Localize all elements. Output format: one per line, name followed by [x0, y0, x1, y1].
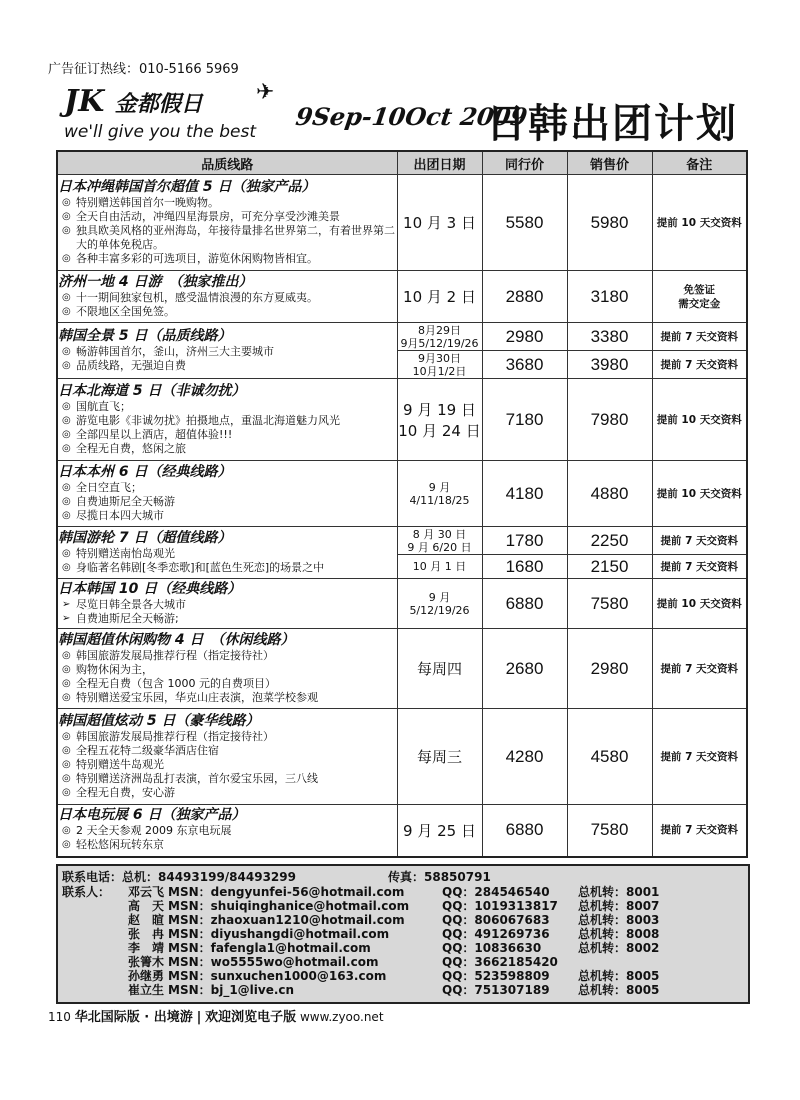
- contact-name: 孙继勇: [127, 969, 164, 983]
- contact-row: [58, 911, 748, 926]
- note-line: 需交定金: [678, 297, 721, 310]
- brand-slogan: we'll give you the best: [64, 122, 257, 142]
- contact-name: 张 冉: [127, 927, 164, 941]
- table-row: [57, 271, 747, 323]
- list-item: ◎ 特别赠送爱宝乐园，华克山庄表演，泡菜学校参观: [62, 691, 397, 705]
- route-cell: [57, 323, 397, 379]
- sale-price: 3180: [567, 271, 652, 323]
- list-item: ◎ 特别赠送济洲岛乱打表演，首尔爱宝乐园，三八线: [62, 772, 397, 786]
- note: 提前 10 天交资料: [652, 579, 747, 629]
- contact-msn: MSN：sunxuchen1000@163.com: [168, 969, 387, 983]
- departure-date: [397, 527, 482, 555]
- list-item: ◎ 2 天全天参观 2009 东京电玩展: [62, 824, 397, 838]
- footer-section: 华北国际版 · 出境游: [74, 1010, 193, 1025]
- sale-price: 2980: [567, 629, 652, 709]
- page-number: 110: [48, 1010, 71, 1024]
- contact-ext: 总机转：8007: [578, 899, 660, 913]
- sale-price: 7580: [567, 579, 652, 629]
- contact-row: [58, 967, 748, 982]
- date-line: 10月1/2日: [412, 364, 467, 378]
- departure-date: [397, 323, 482, 351]
- footer-welcome: 欢迎浏览电子版: [205, 1010, 297, 1025]
- departure-date: 9 月 4/11/18/25: [397, 461, 482, 527]
- sale-price: 5980: [567, 175, 652, 271]
- contact-name: 邓云飞: [127, 885, 164, 899]
- list-item: ◎ 韩国旅游发展局推荐行程（指定接待社）: [62, 649, 397, 663]
- contact-ext: 总机转：8008: [578, 927, 660, 941]
- note: 提前 7 天交资料: [652, 629, 747, 709]
- list-item: ◎ 国航直飞；: [62, 400, 397, 414]
- list-item: ◎ 轻松悠闲玩转东京: [62, 838, 397, 852]
- contact-ext: 总机转：8005: [578, 969, 660, 983]
- contact-panel: [56, 864, 750, 1004]
- note: 提前 7 天交资料: [652, 527, 747, 555]
- date-line: 9 月 6/20 日: [407, 540, 472, 554]
- peer-price: 6880: [482, 805, 567, 857]
- contact-phone: 联系电话：总机：84493199/84493299: [62, 870, 296, 884]
- list-item: ◎ 特别赠送牛岛观光: [62, 758, 397, 772]
- list-item: ➢ 自费迪斯尼全天畅游;: [62, 612, 397, 626]
- table-row: [57, 461, 747, 527]
- peer-price: 3680: [482, 351, 567, 379]
- page-footer: [48, 1006, 384, 1025]
- departure-date: 每周三: [397, 709, 482, 805]
- departure-date: [397, 351, 482, 379]
- contact-row: [58, 981, 748, 996]
- table-row: [57, 379, 747, 461]
- contact-qq: QQ：523598809: [442, 969, 550, 983]
- list-item: ◎ 全天自由活动，冲绳四星海景房，可充分享受沙滩美景: [62, 210, 397, 224]
- contact-msn: MSN：shuiqinghanice@hotmail.com: [168, 899, 410, 913]
- contact-qq: QQ：10836630: [442, 941, 542, 955]
- list-item: ◎ 购物休闲为主，: [62, 663, 397, 677]
- list-item: ◎ 自费迪斯尼全天畅游: [62, 495, 397, 509]
- route-cell: [57, 709, 397, 805]
- list-item: ◎ 特别赠送南怡岛观光: [62, 547, 397, 561]
- list-item: ◎ 全程无自费，悠闲之旅: [62, 442, 397, 456]
- contact-msn: MSN：diyushangdi@hotmail.com: [168, 927, 390, 941]
- contact-name: 高 天: [127, 899, 164, 913]
- contact-qq: QQ：1019313817: [442, 899, 558, 913]
- table-row: [57, 175, 747, 271]
- peer-price: 6880: [482, 579, 567, 629]
- route-title: 韩国超值休闲购物 4 日 （休闲线路）: [58, 631, 295, 648]
- contact-row: [58, 897, 748, 912]
- date-line: 10 月 24 日: [398, 421, 481, 440]
- list-item: ◎ 身临著名韩剧[冬季恋歌]和[蓝色生死恋]的场景之中: [62, 561, 397, 575]
- sale-price: 4580: [567, 709, 652, 805]
- brand-jk: JK: [64, 84, 105, 119]
- route-cell: [57, 271, 397, 323]
- col-peer-price: 同行价: [482, 151, 567, 175]
- peer-price: 1780: [482, 527, 567, 555]
- contact-name: 李 靖: [127, 941, 164, 955]
- contact-name: 崔立生: [127, 983, 164, 997]
- route-cell: [57, 527, 397, 579]
- footer-url[interactable]: www.zyoo.net: [299, 1010, 384, 1024]
- route-title: 日本电玩展 6 日（独家产品）: [58, 807, 246, 824]
- sale-price: 7580: [567, 805, 652, 857]
- list-item: ◎ 独具欧美风格的亚州海岛，年接待量排名世界第二，有着世界第二大的单体免税店。: [62, 224, 397, 252]
- date-line: 8月29日: [418, 323, 461, 337]
- sale-price: 7980: [567, 379, 652, 461]
- date-line: 9月30日: [418, 351, 461, 365]
- note: 提前 7 天交资料: [652, 805, 747, 857]
- route-cell: [57, 175, 397, 271]
- peer-price: 2880: [482, 271, 567, 323]
- route-cell: [57, 379, 397, 461]
- route-title: 日本北海道 5 日（非诚勿扰）: [58, 382, 246, 399]
- contact-row: [58, 939, 748, 954]
- route-title: 韩国游轮 7 日（超值线路）: [58, 529, 232, 546]
- note: [652, 271, 747, 323]
- table-row: [57, 629, 747, 709]
- date-line: 8 月 30 日: [412, 527, 467, 541]
- list-item: ◎ 品质线路，无强迫自费: [62, 359, 397, 373]
- list-item: ◎ 全程无自费（包含 1000 元的自费项目）: [62, 677, 397, 691]
- contact-row: [58, 883, 748, 898]
- col-note: 备注: [652, 151, 747, 175]
- route-title: 韩国超值炫动 5 日（豪华线路）: [58, 712, 260, 729]
- contact-msn: MSN：dengyunfei-56@hotmail.com: [168, 885, 405, 899]
- route-title: 日本本州 6 日（经典线路）: [58, 463, 232, 480]
- note: 提前 7 天交资料: [652, 555, 747, 579]
- departure-date: 9 月 5/12/19/26: [397, 579, 482, 629]
- sale-price: 2250: [567, 527, 652, 555]
- footer-separator: |: [196, 1010, 202, 1025]
- ad-hotline: 广告征订热线：010-5166 5969: [48, 62, 239, 77]
- contact-ext: 总机转：8001: [578, 885, 660, 899]
- departure-date: [397, 379, 482, 461]
- note-line: 免签证: [683, 283, 715, 296]
- contact-qq: QQ：806067683: [442, 913, 550, 927]
- peer-price: 4180: [482, 461, 567, 527]
- contact-qq: QQ：491269736: [442, 927, 550, 941]
- list-item: ◎ 十一期间独家包机，感受温情浪漫的东方夏威夷。: [62, 291, 397, 305]
- route-cell: [57, 805, 397, 857]
- list-item: ◎ 特别赠送韩国首尔一晚购物。: [62, 196, 397, 210]
- peer-price: 2680: [482, 629, 567, 709]
- date-line: 9 月 19 日: [403, 400, 476, 419]
- airplane-icon: ✈: [256, 80, 275, 105]
- table-header-row: [57, 151, 747, 175]
- sale-price: 2150: [567, 555, 652, 579]
- sale-price: 3380: [567, 323, 652, 351]
- peer-price: 4280: [482, 709, 567, 805]
- contact-ext: 总机转：8003: [578, 913, 660, 927]
- note: 提前 10 天交资料: [652, 379, 747, 461]
- peer-price: 1680: [482, 555, 567, 579]
- page-title: 日韩出团计划: [486, 101, 738, 147]
- route-title: 韩国全景 5 日（品质线路）: [58, 327, 232, 344]
- table-row: [57, 805, 747, 857]
- contact-msn: MSN：zhaoxuan1210@hotmail.com: [168, 913, 405, 927]
- contact-label: 联系人：: [62, 885, 111, 899]
- table-row: [57, 527, 747, 555]
- tour-plan-table: [56, 150, 748, 858]
- departure-date: 10 月 1 日: [397, 555, 482, 579]
- list-item: ◎ 畅游韩国首尔，釜山，济州三大主要城市: [62, 345, 397, 359]
- list-item: ◎ 尽揽日本四大城市: [62, 509, 397, 523]
- sale-price: 4880: [567, 461, 652, 527]
- date-range: 9Sep-10Oct 2009: [293, 102, 530, 131]
- contact-fax: 传真：58850791: [388, 870, 491, 884]
- departure-date: 每周四: [397, 629, 482, 709]
- contact-ext: 总机转：8002: [578, 941, 660, 955]
- contact-ext: 总机转：8005: [578, 983, 660, 997]
- note: 提前 10 天交资料: [652, 175, 747, 271]
- list-item: ◎ 韩国旅游发展局推荐行程（指定接待社）: [62, 730, 397, 744]
- col-sale-price: 销售价: [567, 151, 652, 175]
- list-item: ◎ 全程无自费，安心游: [62, 786, 397, 800]
- table-row: [57, 709, 747, 805]
- brand-logo: [64, 84, 203, 119]
- route-cell: [57, 629, 397, 709]
- contact-name: 赵 暄: [127, 913, 164, 927]
- route-title: 日本韩国 10 日（经典线路）: [58, 580, 242, 597]
- date-line: 9月5/12/19/26: [400, 336, 479, 350]
- list-item: ◎ 全部四星以上酒店，超值体验!!!: [62, 428, 397, 442]
- route-cell: [57, 461, 397, 527]
- note: 提前 10 天交资料: [652, 461, 747, 527]
- list-item: ➢ 尽览日韩全景各大城市: [62, 598, 397, 612]
- list-item: ◎ 全程五花特二级豪华酒店住宿: [62, 744, 397, 758]
- contact-qq: QQ：751307189: [442, 983, 550, 997]
- departure-date: 10 月 2 日: [397, 271, 482, 323]
- contact-name: 张箐木: [127, 955, 164, 969]
- contact-qq: QQ：3662185420: [442, 955, 558, 969]
- contact-qq: QQ：284546540: [442, 885, 550, 899]
- contact-msn: MSN：fafengla1@hotmail.com: [168, 941, 371, 955]
- col-route: 品质线路: [57, 151, 397, 175]
- sale-price: 3980: [567, 351, 652, 379]
- departure-date: 10 月 3 日: [397, 175, 482, 271]
- route-cell: [57, 579, 397, 629]
- note: 提前 7 天交资料: [652, 351, 747, 379]
- list-item: ◎ 各种丰富多彩的可选项目，游览休闲购物皆相宜。: [62, 252, 397, 266]
- note: 提前 7 天交资料: [652, 709, 747, 805]
- list-item: ◎ 不限地区全国免签。: [62, 305, 397, 319]
- table-row: [57, 323, 747, 351]
- route-title: 济州一地 4 日游 （独家推出）: [58, 273, 253, 290]
- page-header: [56, 78, 746, 148]
- table-row: [57, 579, 747, 629]
- contact-msn: MSN：bj_1@live.cn: [168, 983, 295, 997]
- brand-cn: 金都假日: [114, 91, 203, 117]
- peer-price: 2980: [482, 323, 567, 351]
- route-title: 日本冲绳韩国首尔超值 5 日（独家产品）: [58, 178, 316, 195]
- contact-msn: MSN：wo5555wo@hotmail.com: [168, 955, 379, 969]
- peer-price: 5580: [482, 175, 567, 271]
- contact-row: [58, 953, 748, 968]
- col-date: 出团日期: [397, 151, 482, 175]
- departure-date: 9 月 25 日: [397, 805, 482, 857]
- list-item: ◎ 游览电影《非诚勿扰》拍摄地点，重温北海道魅力风光: [62, 414, 397, 428]
- note: 提前 7 天交资料: [652, 323, 747, 351]
- list-item: ◎ 全日空直飞；: [62, 481, 397, 495]
- contact-row: [58, 925, 748, 940]
- peer-price: 7180: [482, 379, 567, 461]
